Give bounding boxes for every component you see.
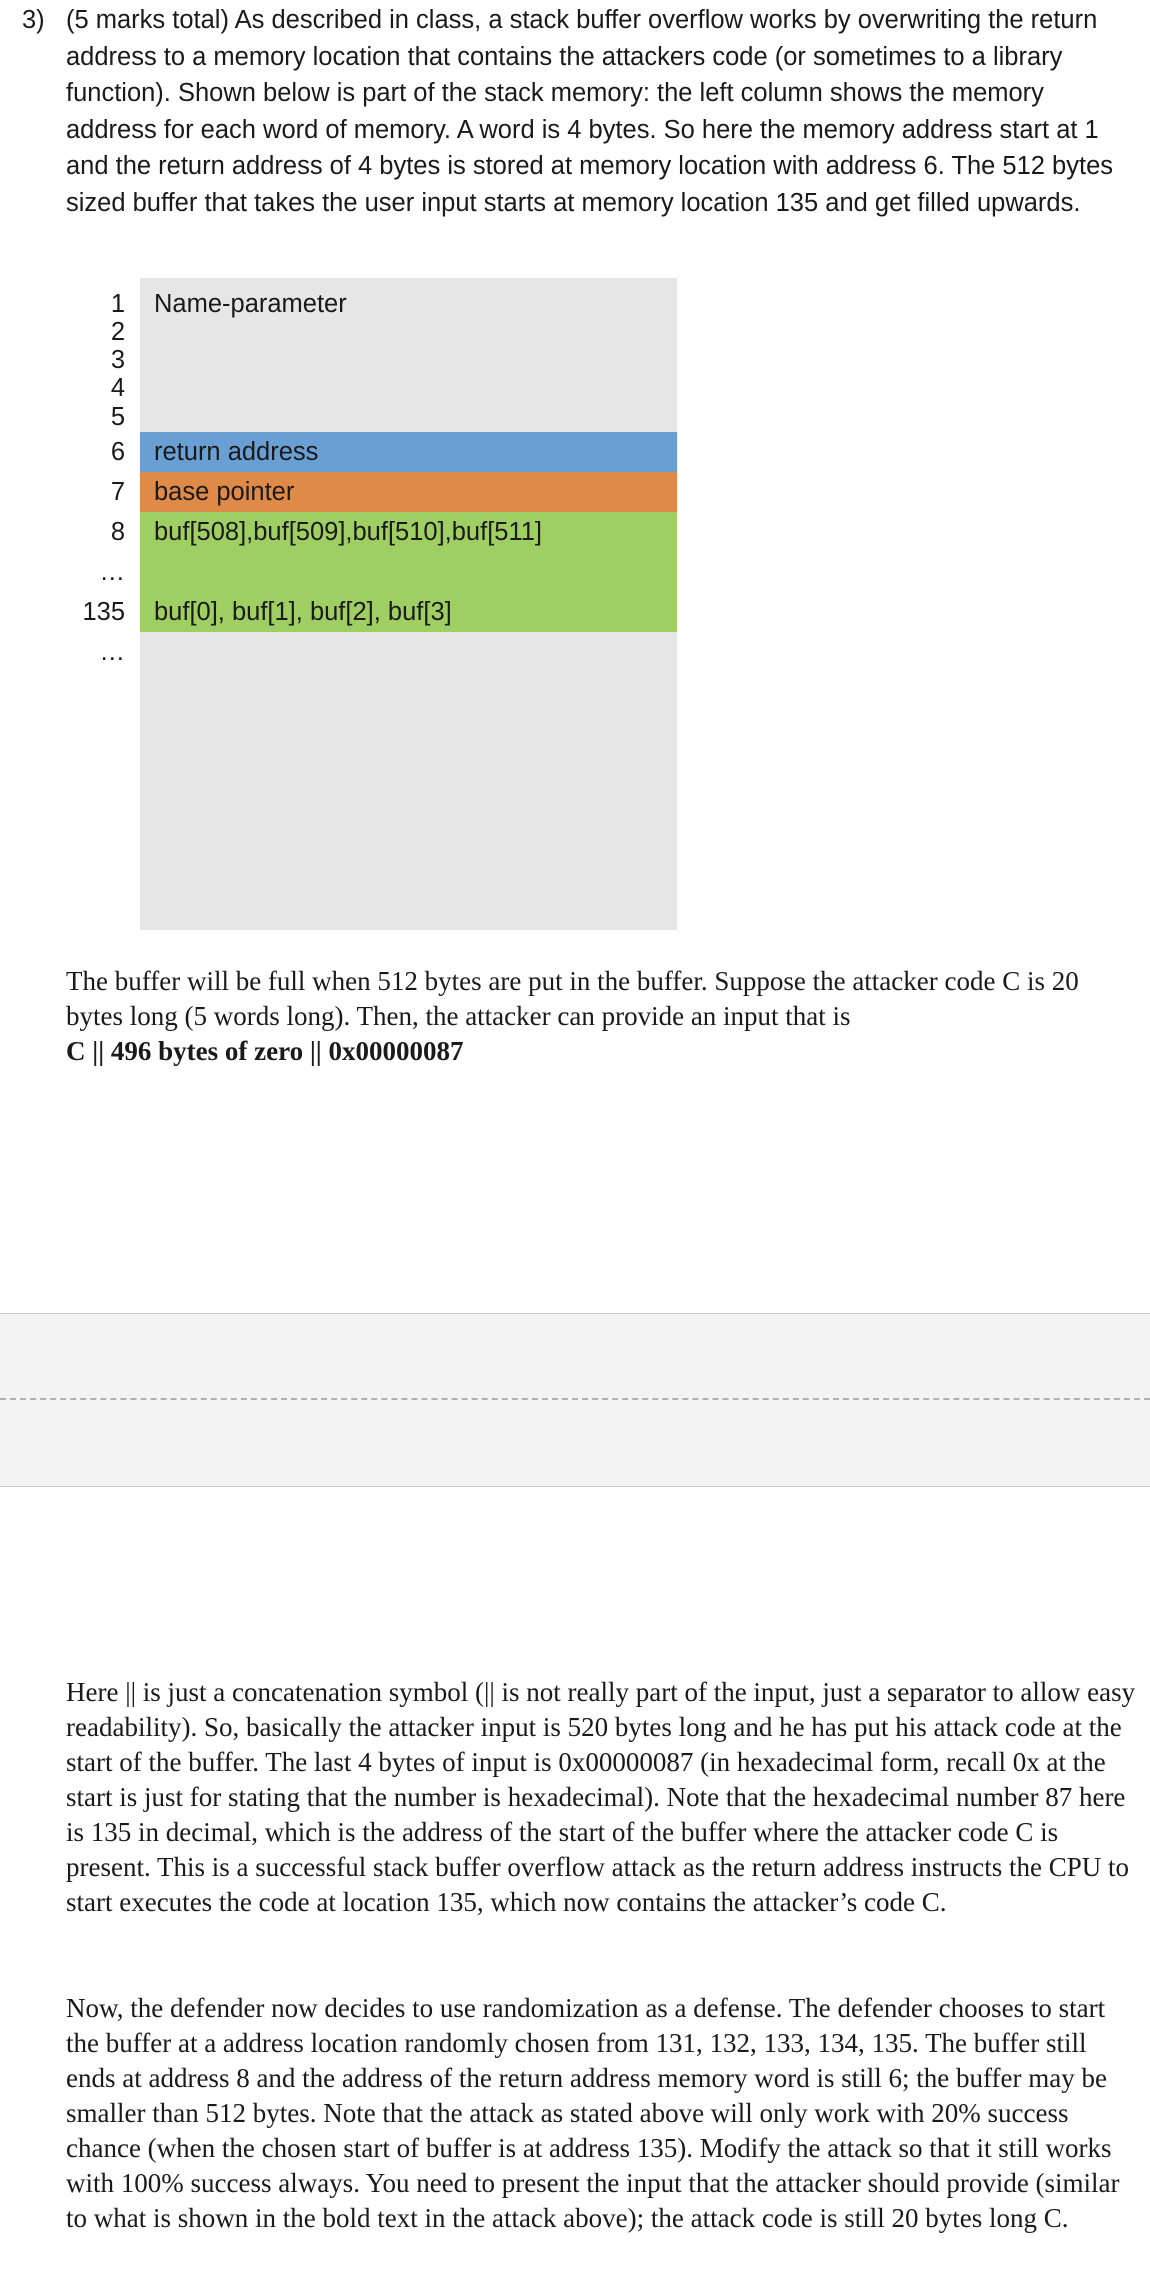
stack-label: return address xyxy=(154,438,319,466)
stack-label: base pointer xyxy=(154,478,295,506)
stack-address: 8 xyxy=(110,518,125,546)
stack-address: 2 xyxy=(110,318,125,346)
stack-row xyxy=(0,512,677,552)
stack-row xyxy=(0,374,677,402)
stack-row xyxy=(0,632,677,672)
stack-address: 135 xyxy=(82,598,125,626)
randomization-paragraph: Now, the defender now decides to use randomization as a defense. The defender chooses to start the buffer at a address location randomly chosen from 131, 132, 133, 134, 135. The buffer still ends at address 8 and the address of the return address memory word is still 6; the buffer may be smaller than 512 bytes. Note that the attack as stated above will only work with 20% success chance (when the chosen start of buffer is at address 135). Modify the attack so that it still works with 100% success always. You need to present the input that the attacker should provide (similar to what is shown in the bold text in the attack above); the attack code is still 20 bytes long C. xyxy=(66,1993,1120,2233)
stack-address: 7 xyxy=(110,478,125,506)
question-block xyxy=(22,2,1132,221)
question-text: (5 marks total) As described in class, a stack buffer overflow works by overwriting the return address to a memory location that contains the attackers code (or sometimes to a library function). Shown below is part of the stack memory: the left column shows the memory address for each word of memory. A word is 4 bytes. So here the memory address start at 1 and the return address of 4 bytes is stored at memory location with address 6. The 512 bytes sized buffer that takes the user input starts at memory location 135 and get filled upwards. xyxy=(66,6,1114,217)
question-number: 3) xyxy=(22,6,45,34)
stack-address: 1 xyxy=(110,290,125,318)
stack-row xyxy=(0,402,677,432)
attack-description-text: The buffer will be full when 512 bytes are put in the buffer. Suppose the attacker code C is 20 bytes long (5 words long). Then, the attacker can provide an input that is xyxy=(66,966,1079,1031)
stack-row xyxy=(0,432,677,472)
stack-row xyxy=(0,318,677,346)
stack-row xyxy=(0,592,677,632)
stack-address: 6 xyxy=(110,438,125,466)
stack-cell xyxy=(140,552,677,592)
attack-description xyxy=(66,964,1141,1069)
stack-address: … xyxy=(99,558,125,586)
stack-address: … xyxy=(99,638,125,666)
stack-label: Name-parameter xyxy=(154,290,347,318)
stack-memory-diagram xyxy=(0,276,700,932)
stack-label: buf[0], buf[1], buf[2], buf[3] xyxy=(154,598,452,626)
stack-address: 5 xyxy=(110,403,125,431)
dashed-divider xyxy=(0,1398,1150,1400)
stack-address: 4 xyxy=(110,374,125,402)
stack-row xyxy=(0,346,677,374)
stack-row xyxy=(0,552,677,592)
stack-label: buf[508],buf[509],buf[510],buf[511] xyxy=(154,518,543,546)
explanation-paragraph: Here || is just a concatenation symbol (|| is not really part of the input, just a separator to allow easy readability). So, basically the attacker input is 520 bytes long and he has put his attack code at the start of the buffer. The last 4 bytes of input is 0x00000087 (in hexadecimal form, recall 0x at the start is just for stating that the number is hexadecimal). Note that the hexadecimal number 87 here is 135 in decimal, which is the address of the start of the buffer where the attacker code C is present. This is a successful stack buffer overflow attack as the return address instructs the CPU to start executes the code at location 135, which now contains the attacker’s code C. xyxy=(66,1677,1136,1917)
stack-row xyxy=(0,472,677,512)
answer-area[interactable] xyxy=(0,1313,1150,1487)
stack-address: 3 xyxy=(110,346,125,374)
attack-input-bold: C || 496 bytes of zero || 0x00000087 xyxy=(66,1036,464,1066)
stack-row xyxy=(0,290,677,318)
